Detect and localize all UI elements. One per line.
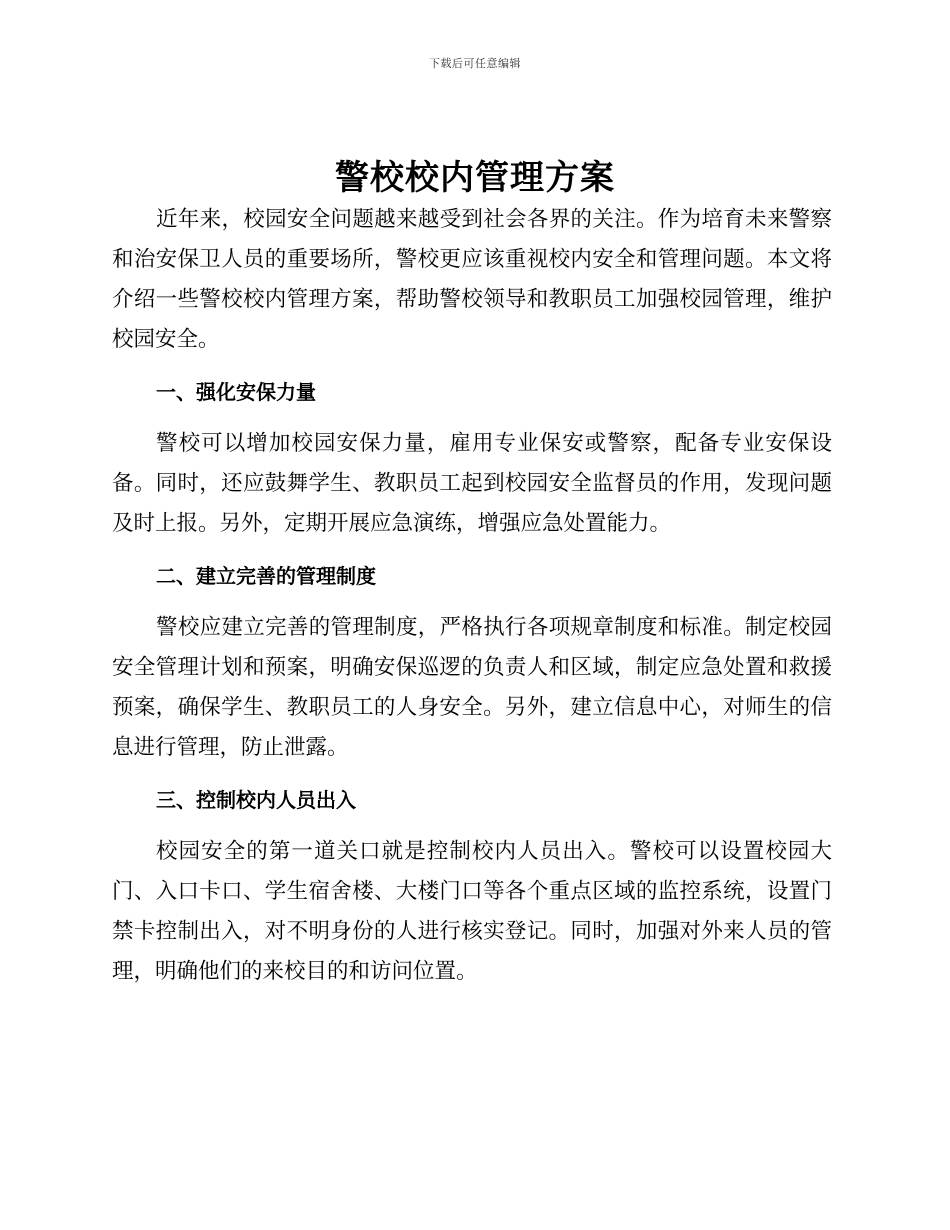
section-heading-1: 一、强化安保力量 — [156, 380, 316, 404]
header-note: 下载后可任意编辑 — [429, 57, 521, 70]
section-paragraph-3: 校园安全的第一道关口就是控制校内人员出入。警校可以设置校园大门、入口卡口、学生宿舍楼、大楼门口等各个重点区域的监控系统，设置门禁卡控制出入，对不明身份的人进行核实登记。同时，加强对外来人员的管理，明确他们的来校目的和访问位置。 — [112, 839, 832, 984]
section-heading-3: 三、控制校内人员出入 — [156, 788, 356, 812]
section-paragraph-1: 警校可以增加校园安保力量，雇用专业保安或警察，配备专业安保设备。同时，还应鼓舞学生、教职员工起到校园安全监督员的作用，发现问题及时上报。另外，定期开展应急演练，增强应急处置能力。 — [112, 431, 832, 536]
document-body — [112, 200, 832, 992]
document-title: 警校校内管理方案 — [335, 158, 615, 198]
section-paragraph-2: 警校应建立完善的管理制度，严格执行各项规章制度和标准。制定校园安全管理计划和预案，明确安保巡逻的负责人和区域，制定应急处置和救援预案，确保学生、教职员工的人身安全。另外，建立信息中心，对师生的信息进行管理，防止泄露。 — [112, 615, 832, 760]
section-heading-2: 二、建立完善的管理制度 — [156, 564, 376, 588]
intro-paragraph: 近年来，校园安全问题越来越受到社会各界的关注。作为培育未来警察和治安保卫人员的重要场所，警校更应该重视校内安全和管理问题。本文将介绍一些警校校内管理方案，帮助警校领导和教职员工加强校园管理，维护校园安全。 — [112, 207, 832, 352]
